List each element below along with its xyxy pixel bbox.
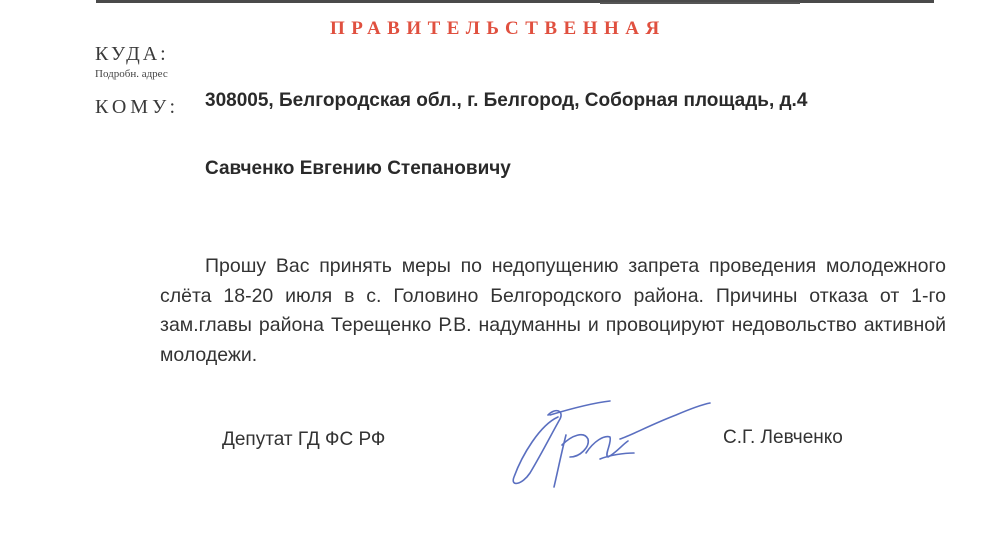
top-border-line-accent <box>600 2 800 4</box>
signer-title: Депутат ГД ФС РФ <box>222 429 386 450</box>
handwritten-signature <box>500 395 720 495</box>
komu-label: КОМУ: <box>95 96 180 118</box>
kuda-sub-label: Подробн. адрес <box>95 68 168 80</box>
top-border-line <box>96 0 934 3</box>
signer-name: С.Г. Левченко <box>723 427 843 448</box>
kuda-label: КУДА: <box>95 43 169 65</box>
telegram-header-title: ПРАВИТЕЛЬСТВЕННАЯ <box>330 18 666 39</box>
recipient-address: 308005, Белгородская обл., г. Белгород, Соборная площадь, д.4 <box>205 90 808 111</box>
recipient-name: Савченко Евгению Степановичу <box>205 158 511 179</box>
letter-body: Прошу Вас принять меры по недопущению запрета проведения молодежного слёта 18-20 июля в с. Головино Белгородского района. Причины отказа от 1-го зам.главы района Терещенко Р.В. надуманны и провоцируют недовольство активной молодежи. <box>160 255 946 366</box>
